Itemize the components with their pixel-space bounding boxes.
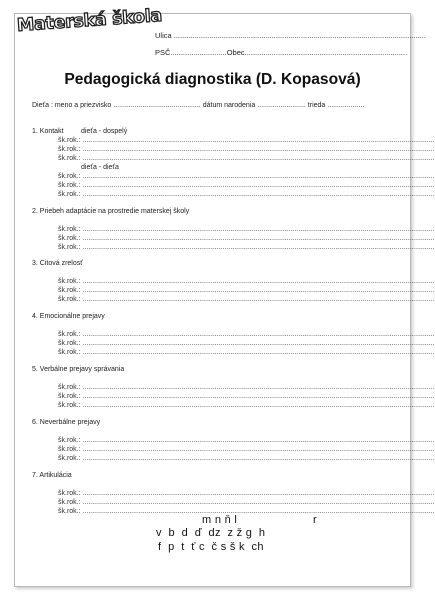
kindergarten-logo: Materská škola — [16, 5, 163, 36]
school-year-row[interactable] — [58, 146, 435, 153]
school-year-label: šk.rok.: — [58, 508, 81, 515]
section-title-articulation: 7. Artikulácia — [32, 472, 72, 479]
school-year-fill[interactable]: ..................................................................................................................................................................................... — [82, 331, 435, 338]
sounds-line-1: m n ň l — [202, 514, 238, 526]
class-label: trieda — [307, 102, 326, 109]
school-year-fill[interactable]: ..................................................................................................................................................................................... — [82, 340, 435, 347]
school-year-label: šk.rok.: — [58, 384, 81, 391]
school-year-fill[interactable]: ..................................................................................................................................................................................... — [82, 296, 435, 303]
school-year-fill[interactable]: ..................................................................................................................................................................................... — [82, 499, 435, 506]
postal-fill[interactable]: ........................... — [170, 48, 227, 57]
school-year-row[interactable] — [58, 402, 435, 409]
school-year-row[interactable] — [58, 155, 435, 162]
school-year-row[interactable] — [58, 191, 435, 198]
school-year-fill[interactable]: ..................................................................................................................................................................................... — [82, 226, 435, 233]
school-year-label: šk.rok.: — [58, 393, 81, 400]
section-title-contact: 1. Kontakt — [32, 128, 64, 135]
school-year-label: šk.rok.: — [58, 490, 81, 497]
school-year-label: šk.rok.: — [58, 182, 81, 189]
school-year-fill[interactable]: ..................................................................................................................................................................................... — [82, 446, 435, 453]
school-year-label: šk.rok.: — [58, 296, 81, 303]
subsection-child-adult: dieťa - dospelý — [81, 128, 128, 135]
school-year-label: šk.rok.: — [58, 146, 81, 153]
school-year-label: šk.rok.: — [58, 235, 81, 242]
school-year-fill[interactable]: ..................................................................................................................................................................................... — [82, 287, 435, 294]
school-year-row[interactable] — [58, 173, 435, 180]
child-name-fill[interactable]: ............................................. — [113, 102, 201, 109]
school-year-fill[interactable]: ..................................................................................................................................................................................... — [82, 235, 435, 242]
school-year-fill[interactable]: ..................................................................................................................................................................................... — [82, 349, 435, 356]
school-year-label: šk.rok.: — [58, 287, 81, 294]
school-year-row[interactable] — [58, 137, 435, 144]
subsection-child-child: dieťa - dieťa — [81, 164, 119, 171]
section-title-emotional-maturity: 3. Citová zrelosť — [32, 260, 83, 267]
sounds-line-3: f p t ť c č s š k ch — [158, 541, 264, 553]
school-year-fill[interactable]: ..................................................................................................................................................................................... — [82, 455, 435, 462]
street-label: Ulica — [155, 31, 172, 40]
school-year-label: šk.rok.: — [58, 137, 81, 144]
birth-date-label: dátum narodenia — [202, 102, 256, 109]
school-year-label: šk.rok.: — [58, 331, 81, 338]
street-fill[interactable]: ......................................................................................................................... — [173, 31, 426, 40]
school-year-row[interactable] — [58, 490, 435, 497]
class-fill[interactable]: ................... — [327, 102, 365, 109]
school-year-label: šk.rok.: — [58, 278, 81, 285]
child-info-line — [32, 102, 380, 109]
school-year-label: šk.rok.: — [58, 155, 81, 162]
school-year-fill[interactable]: ..................................................................................................................................................................................... — [82, 137, 435, 144]
school-year-fill[interactable]: ..................................................................................................................................................................................... — [82, 402, 435, 409]
school-year-fill[interactable]: ..................................................................................................................................................................................... — [82, 508, 435, 515]
section-title-verbal-behavior: 5. Verbálne prejavy správania — [32, 366, 125, 373]
school-year-fill[interactable]: ..................................................................................................................................................................................... — [82, 146, 435, 153]
school-year-label: šk.rok.: — [58, 191, 81, 198]
school-year-row[interactable] — [58, 296, 435, 303]
school-year-label: šk.rok.: — [58, 455, 81, 462]
school-year-row[interactable] — [58, 331, 435, 338]
school-year-row[interactable] — [58, 499, 435, 506]
section-title-adaptation: 2. Priebeh adaptácie na prostredie materskej školy — [32, 208, 190, 215]
school-year-fill[interactable]: ..................................................................................................................................................................................... — [82, 437, 435, 444]
postal-city-line — [155, 48, 408, 57]
school-year-label: šk.rok.: — [58, 349, 81, 356]
school-year-label: šk.rok.: — [58, 226, 81, 233]
school-year-row[interactable] — [58, 244, 435, 251]
school-year-row[interactable] — [58, 446, 435, 453]
school-year-row[interactable] — [58, 349, 435, 356]
city-fill[interactable]: .............................................................................. — [244, 48, 408, 57]
school-year-fill[interactable]: ..................................................................................................................................................................................... — [82, 384, 435, 391]
school-year-label: šk.rok.: — [58, 446, 81, 453]
school-year-row[interactable] — [58, 384, 435, 391]
school-year-row[interactable] — [58, 455, 435, 462]
section-title-emotional-expressions: 4. Emocionálne prejavy — [32, 313, 105, 320]
school-year-row[interactable] — [58, 287, 435, 294]
school-year-row[interactable] — [58, 437, 435, 444]
school-year-fill[interactable]: ..................................................................................................................................................................................... — [82, 393, 435, 400]
school-year-row[interactable] — [58, 278, 435, 285]
page-title: Pedagogická diagnostika (D. Kopasová) — [64, 71, 361, 88]
birth-date-fill[interactable]: ......................... — [257, 102, 306, 109]
school-year-fill[interactable]: ..................................................................................................................................................................................... — [82, 278, 435, 285]
child-name-label: Dieťa : meno a priezvisko — [32, 102, 112, 109]
school-year-label: šk.rok.: — [58, 173, 81, 180]
section-title-nonverbal: 6. Neverbálne prejavy — [32, 419, 101, 426]
school-year-row[interactable] — [58, 226, 435, 233]
school-year-fill[interactable]: ..................................................................................................................................................................................... — [82, 191, 435, 198]
school-year-label: šk.rok.: — [58, 437, 81, 444]
school-year-row[interactable] — [58, 182, 435, 189]
school-year-fill[interactable]: ..................................................................................................................................................................................... — [82, 490, 435, 497]
school-year-label: šk.rok.: — [58, 244, 81, 251]
school-year-fill[interactable]: ..................................................................................................................................................................................... — [82, 182, 435, 189]
school-year-label: šk.rok.: — [58, 402, 81, 409]
school-year-row[interactable] — [58, 393, 435, 400]
school-year-fill[interactable]: ..................................................................................................................................................................................... — [82, 244, 435, 251]
postal-label: PSČ — [155, 48, 171, 57]
sounds-line-2: v b d ď dz z ž g h — [156, 527, 266, 539]
city-label: Obec — [226, 48, 245, 57]
school-year-label: šk.rok.: — [58, 340, 81, 347]
school-year-fill[interactable]: ..................................................................................................................................................................................... — [82, 155, 435, 162]
school-year-label: šk.rok.: — [58, 499, 81, 506]
street-line — [155, 31, 426, 40]
sound-r: r — [313, 514, 317, 526]
school-year-row[interactable] — [58, 235, 435, 242]
school-year-row[interactable] — [58, 340, 435, 347]
school-year-fill[interactable]: ..................................................................................................................................................................................... — [82, 173, 435, 180]
